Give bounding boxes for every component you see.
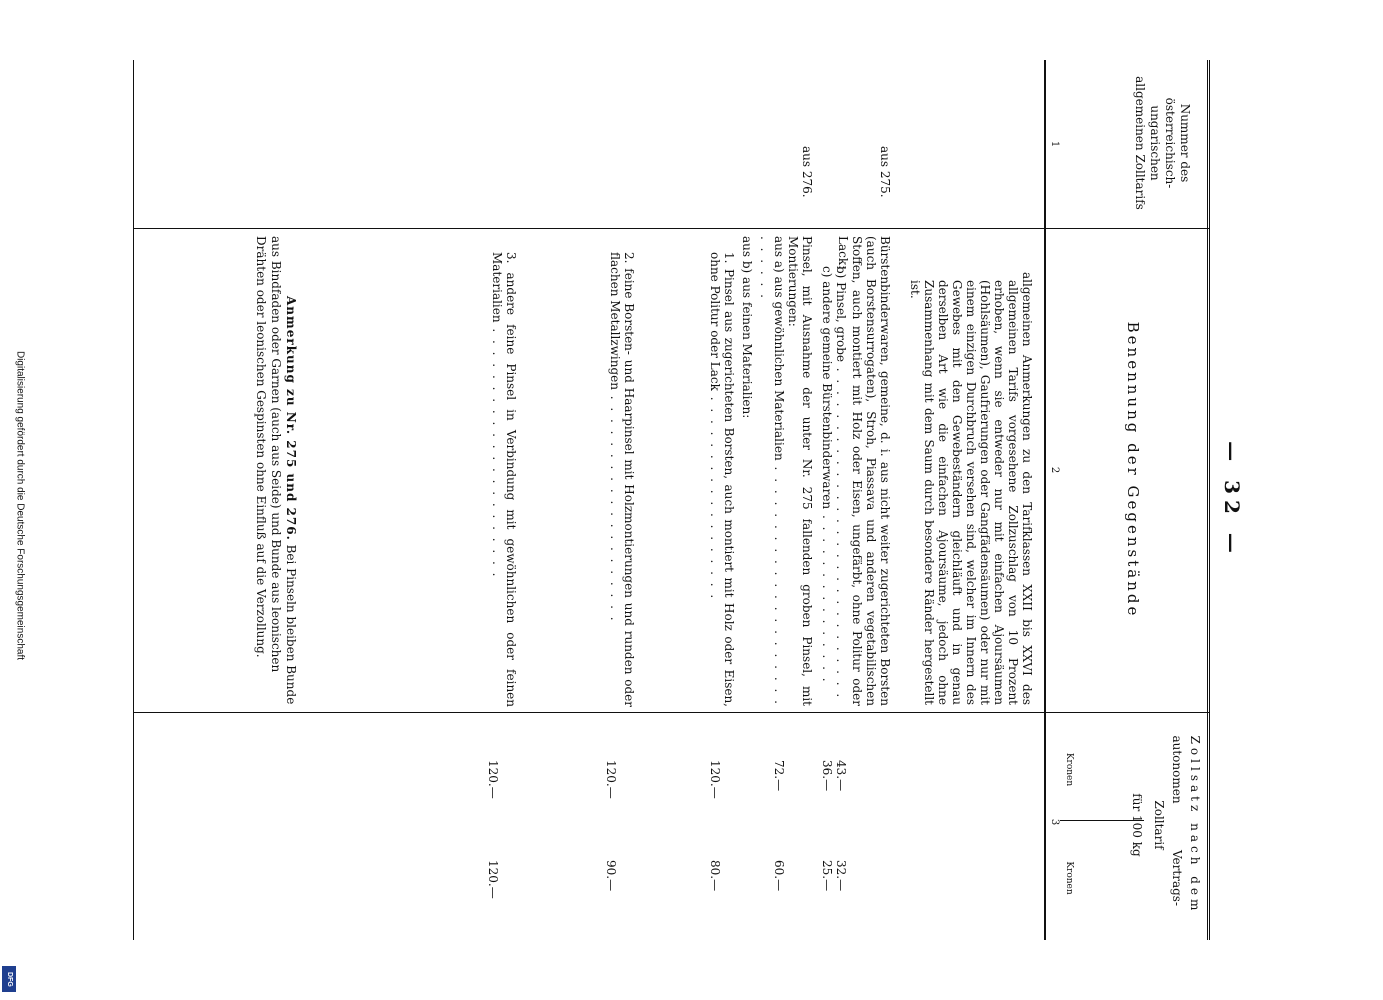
value-auto-276b1: 120.— <box>708 760 722 799</box>
header-col3-zolltarif: Zolltarif <box>1152 800 1166 850</box>
row-sub-276a <box>758 236 786 706</box>
row-sub-276b1-label: 1. Pinsel aus zugerichteten Borsten, auch montiert mit Holz oder Eisen, ohne Politur oder Lack <box>708 252 736 707</box>
row-number-276: aus 276. <box>800 146 814 198</box>
value-vertrag-275b: 32.— <box>834 860 848 892</box>
header-currency-a: Kronen <box>1064 752 1074 787</box>
column-divider-1 <box>134 228 1210 229</box>
row-sub-276b2 <box>608 252 636 707</box>
row-sub-275c <box>820 266 834 706</box>
column-number-3: 3 <box>1049 818 1060 826</box>
header-currency-b: Kronen <box>1064 861 1074 895</box>
value-auto-275b: 43.— <box>834 760 848 792</box>
row-sub-275c-label: c) andere gemeine Bürstenbinderwaren <box>820 266 834 510</box>
column-number-2: 2 <box>1049 466 1060 474</box>
row-text-275: Bürstenbinderwaren, gemeine, d. i. aus nicht weiter zugerichteten Borsten (auch Borstensurrogaten), Stroh, Piassava und anderen vegetabilischen Stoffen, auch montiert mit Holz oder Eisen, ungefärbt, ohne Politur oder Lack: <box>836 236 892 706</box>
value-vertrag-276b1: 80.— <box>708 860 722 892</box>
note-text: Bei Pinseln bleiben Bunde aus Bindfaden oder Garnen (auch aus Seide) und Bunde aus leonischen Drähten oder leonischen Gespinsten ohne Einfluß auf die Verzollung. <box>254 236 298 705</box>
dfg-logo: DFG <box>2 966 16 992</box>
row-sub-275b-label: b) Pinsel, grobe <box>834 266 848 362</box>
header-col1: Nummer des österreichisch-ungarischen allgemeinen Zolltarifs <box>1133 76 1192 210</box>
row-number-275: aus 275. <box>878 146 892 198</box>
row-sub-276b3-label: 3. andere feine Pinsel in Verbindung mit gewöhnlichen oder feinen Materialien <box>490 252 518 707</box>
value-auto-276a: 72.— <box>772 760 786 792</box>
value-auto-276b2: 120.— <box>604 760 618 799</box>
intro-paragraph: allgemeinen Anmerkungen zu den Tarifklassen XXII bis XXVI des allgemeinen Tarifs vorgesehene Zollzuschlag von 10 Prozent erhoben, wenn sie entweder nur mit einfachen Ajoursäumen (Hohlsäumen), Gaufrierungen oder Gangfädensäumen) oder nur mit einem einzigen Durchbruch versehen sind, welcher im Innern des Gewebes mit den Gewebeständern gleichläuft und in genau derselben Art wie die einfachen Ajoursäume, jedoch ohne Zusammenhang mit dem Saum durch besondere Ränder hergestellt ist. <box>908 272 1034 705</box>
dot-leader: . . . . . . . . . . . . . . . . . . . . . . . . . . . . . <box>834 361 848 700</box>
tariff-table <box>120 60 1210 940</box>
header-col3-title: Zollsatz nach dem <box>1188 735 1202 915</box>
value-vertrag-275c: 25.— <box>820 860 834 892</box>
row-sub-276b3 <box>490 252 518 707</box>
document-page <box>132 60 1244 940</box>
row-sub-276b2-label: 2. feine Borsten- und Haarpinsel mit Holzmontierungen und runden oder flachen Metallzwingen <box>608 252 636 707</box>
funding-credit: Digitalisierung gefördert durch die Deutsche Forschungsgemeinschaft <box>14 350 26 661</box>
funding-sidebar <box>0 0 26 1000</box>
dot-leader: . . . . . . . . . . . . . . . . . . . . <box>608 389 622 623</box>
page-number: — 32 — <box>1220 441 1244 559</box>
row-text-276: Pinsel, mit Ausnahme der unter Nr. 275 fallenden groben Pinsel, mit Montierungen: <box>786 236 814 706</box>
value-auto-276b3: 120.— <box>486 760 500 799</box>
row-sub-276b1 <box>708 252 736 707</box>
row-sub-275b <box>834 266 848 706</box>
dot-leader: . . . . . . . . . . . . . . . . . . . . . . . . . . . <box>758 236 786 706</box>
row-text-276b: aus b) aus feinen Materialien: <box>740 236 754 419</box>
header-col3-unit: für 100 kg <box>1130 793 1144 857</box>
header-col3-vertrags: Vertrags- <box>1170 849 1184 906</box>
dot-leader: . . . . . . . . . . . . . . . . . . . . . . <box>490 322 504 579</box>
table-bottom-rule <box>133 60 134 940</box>
column-divider-2 <box>134 712 1210 713</box>
value-auto-275c: 36.— <box>820 760 834 792</box>
dot-leader: . . . . . . . . . . . . . . . . . . <box>708 390 722 601</box>
header-rule <box>1044 60 1046 940</box>
annotation-note <box>253 236 298 706</box>
row-sub-276a-label: aus a) aus gewöhnlichen Materialien <box>772 236 786 461</box>
value-vertrag-276b2: 90.— <box>604 860 618 892</box>
note-title: Anmerkung zu Nr. 275 und 276. <box>284 296 298 541</box>
dot-leader: . . . . . . . . . . . . . . . <box>820 509 834 684</box>
column-number-1: 1 <box>1049 140 1060 148</box>
value-vertrag-276b3: 120.— <box>486 860 500 899</box>
value-vertrag-276a: 60.— <box>772 860 786 892</box>
header-col3-autonomen: autonomen <box>1170 735 1184 804</box>
table-top-rule <box>1207 60 1210 940</box>
header-col2: Benennung der Gegenstände <box>1124 321 1142 619</box>
